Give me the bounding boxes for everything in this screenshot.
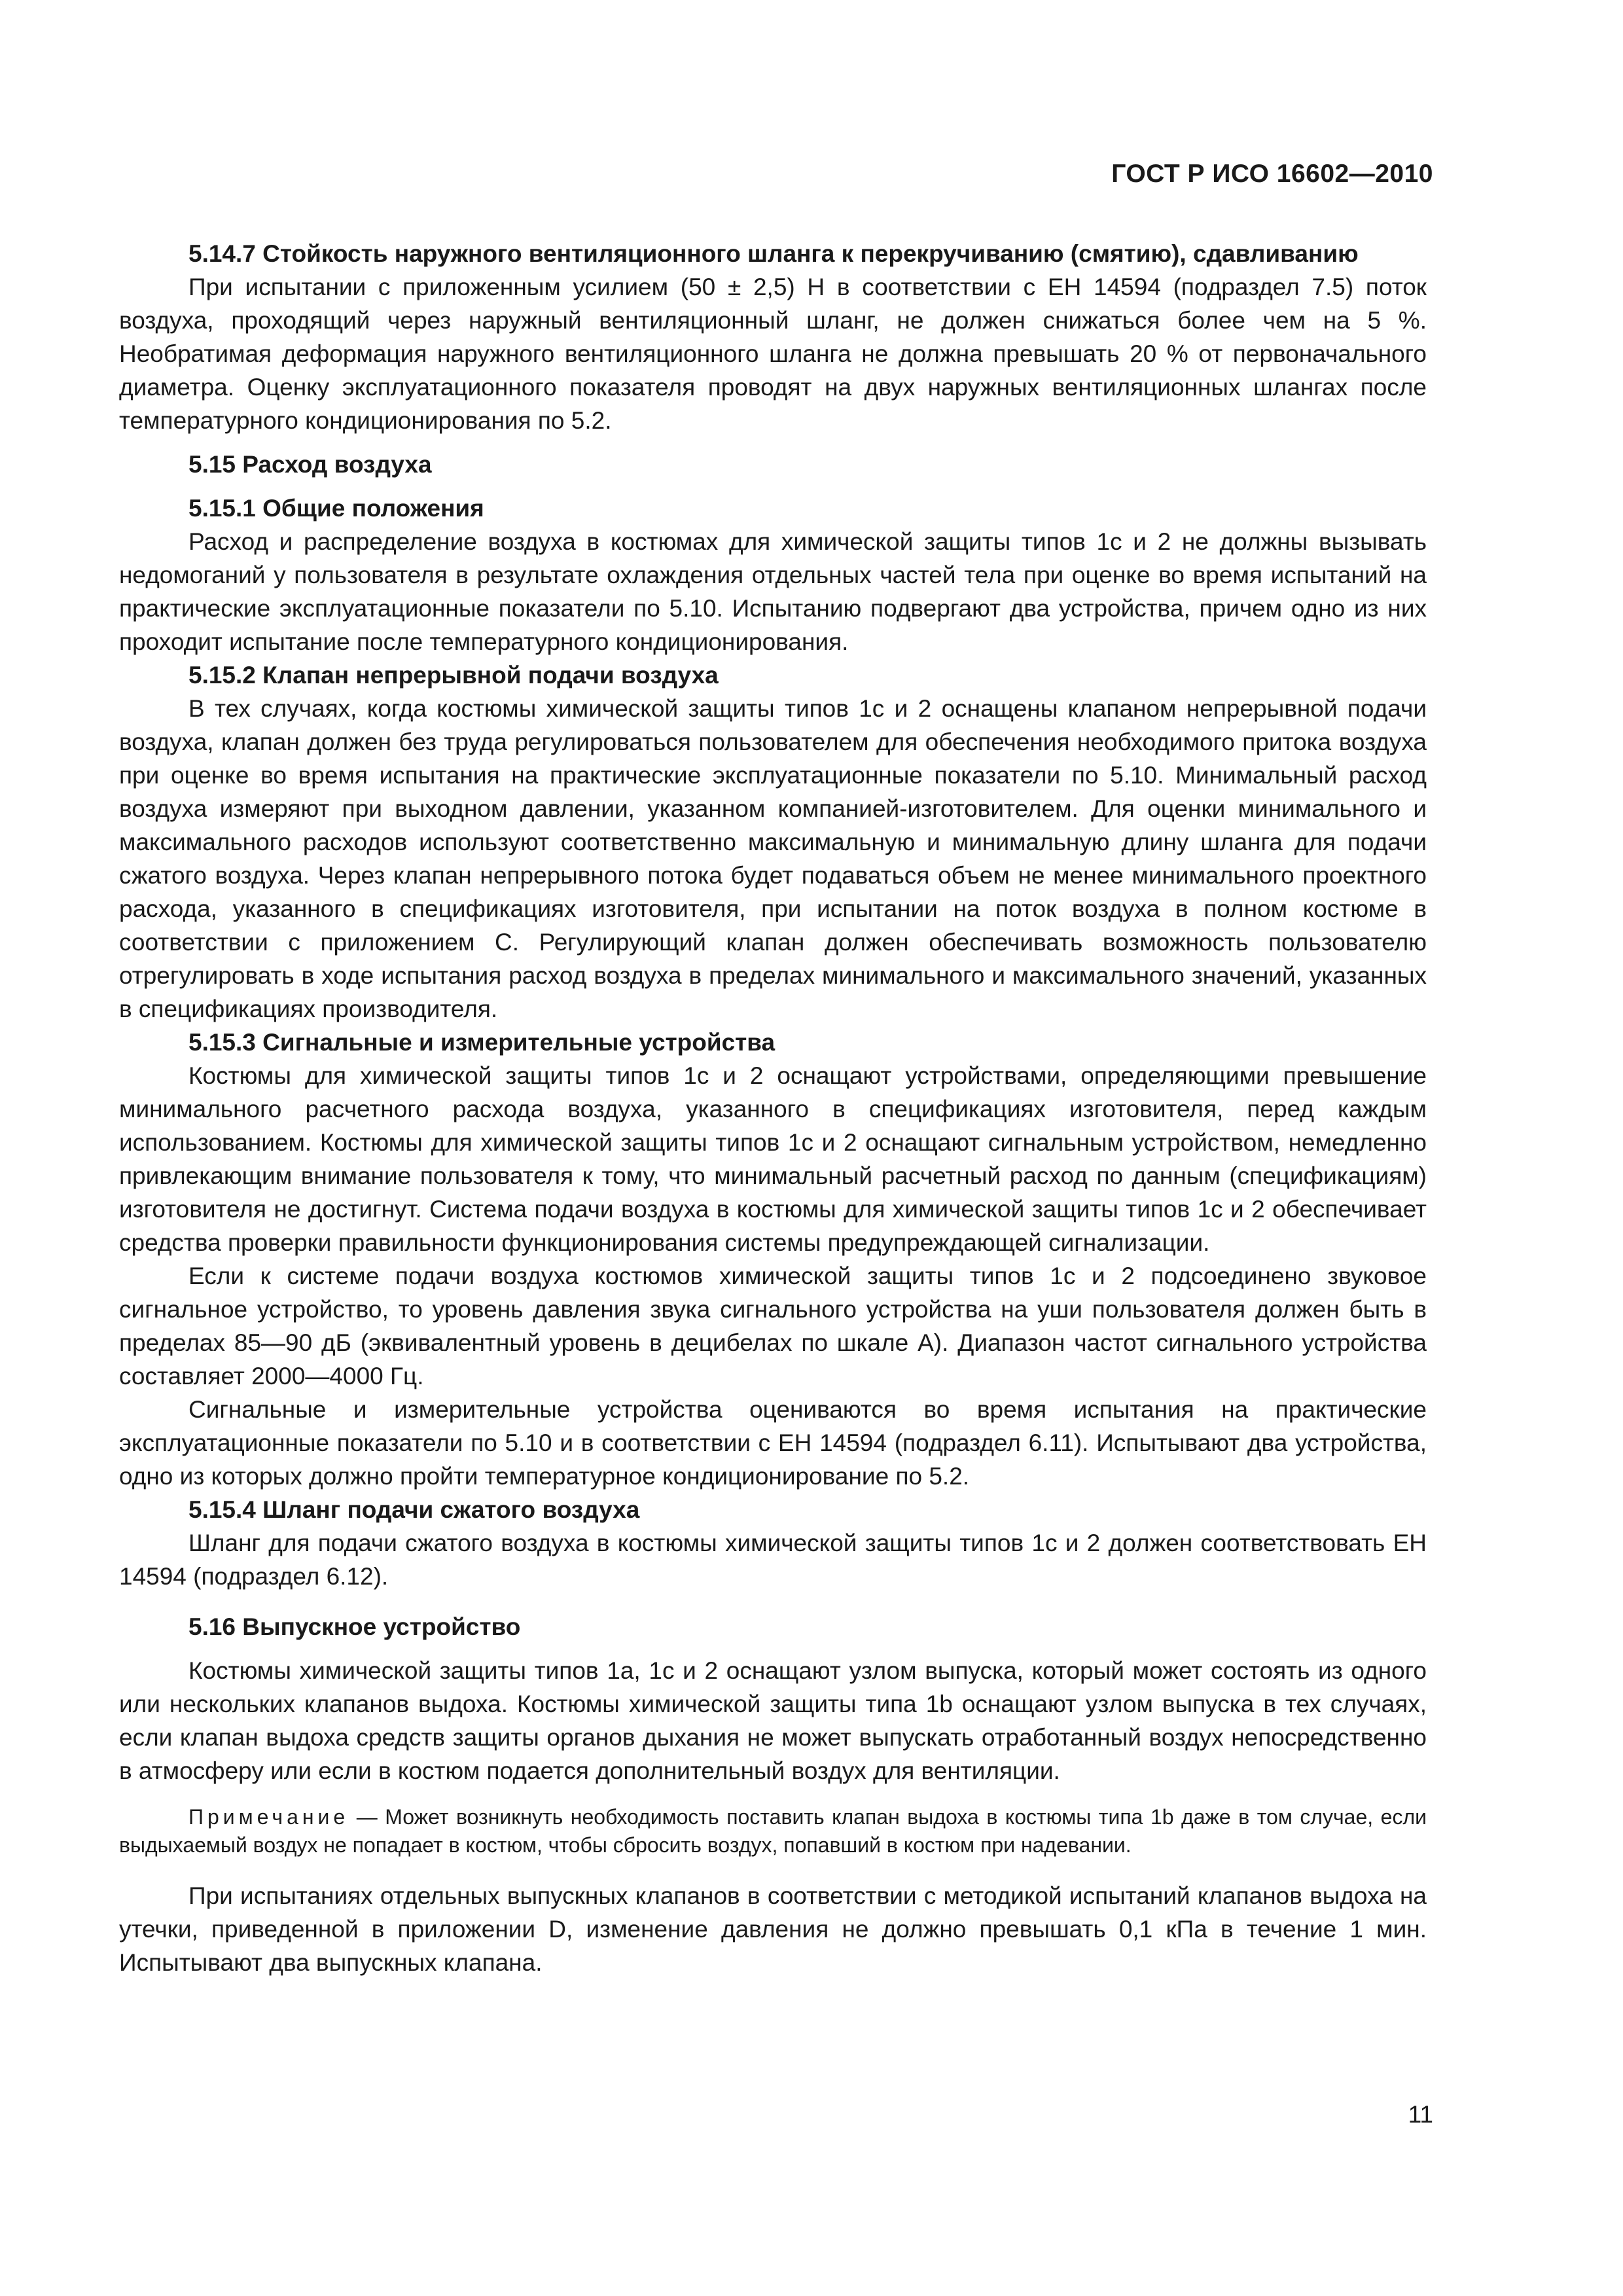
note	[119, 1803, 1427, 1859]
page-number: 11	[1408, 2101, 1433, 2128]
section-heading-5-15-1: 5.15.1 Общие положения	[188, 495, 484, 522]
note-text: — Может возникнуть необходимость поставить клапан выдоха в костюмы типа 1b даже в том случае, если выдыхаемый воздух не попадает в костюм, чтобы сбросить воздух, попавший в костюм при надевании.	[119, 1805, 1427, 1857]
paragraph: В тех случаях, когда костюмы химической защиты типов 1с и 2 оснащены клапаном непрерывной подачи воздуха, клапан должен без труда регулироваться пользователем для обеспечения необходимого притока воздуха при оценке во время испытания на практические эксплуатационные показатели по 5.10. Минимальный расход воздуха измеряют при выходном давлении, указанном компанией-изготовителем. Для оценки минимального и максимального расходов используют соответственно максимальную и минимальную длину шланга для подачи сжатого воздуха. Через клапан непрерывного потока будет подаваться объем не менее минимального проектного расхода, указанного в спецификациях изготовителя, при испытании на поток воздуха в полном костюме в соответствии с приложением С. Регулирующий клапан должен обеспечивать возможность пользователю отрегулировать в ходе испытания расход воздуха в пределах минимального и максимального значений, указанных в спецификациях производителя.	[119, 695, 1427, 1022]
paragraph: Костюмы химической защиты типов 1а, 1с и 2 оснащают узлом выпуска, который может состоять из одного или нескольких клапанов выдоха. Костюмы химической защиты типа 1b оснащают узлом выпуска в тех случаях, если клапан выдоха средств защиты органов дыхания не может выпускать отработанный воздух непосредственно в атмосферу или если в костюм подается дополнительный воздух для вентиляции.	[119, 1657, 1427, 1784]
paragraph: При испытании с приложенным усилием (50 ± 2,5) Н в соответствии с ЕН 14594 (подраздел 7.5) поток воздуха, проходящий через наружный вентиляционный шланг, не должен снижаться более чем на 5 %. Необратимая деформация наружного вентиляционного шланга не должна превышать 20 % от первоначального диаметра. Оценку эксплуатационного показателя проводят на двух наружных вентиляционных шлангах после температурного кондиционирования по 5.2.	[119, 274, 1427, 434]
paragraph: Сигнальные и измерительные устройства оцениваются во время испытания на практические эксплуатационные показатели по 5.10 и в соответствии с ЕН 14594 (подраздел 6.11). Испытывают два устройства, одно из которых должно пройти температурное кондиционирование по 5.2.	[119, 1396, 1427, 1490]
paragraph: Костюмы для химической защиты типов 1с и 2 оснащают устройствами, определяющими превышение минимального расчетного расхода воздуха, указанного в спецификациях изготовителя, перед каждым использованием. Костюмы для химической защиты типов 1с и 2 оснащают сигнальным устройством, немедленно привлекающим внимание пользователя к тому, что минимальный расчетный расход по данным (спецификациям) изготовителя не достигнут. Система подачи воздуха в костюмы для химической защиты типов 1с и 2 обеспечивает средства проверки правильности функционирования системы предупреждающей сигнализации.	[119, 1062, 1427, 1256]
paragraph: Расход и распределение воздуха в костюмах для химической защиты типов 1с и 2 не должны вызывать недомоганий у пользователя в результате охлаждения отдельных частей тела при оценке во время испытаний на практические эксплуатационные показатели по 5.10. Испытанию подвергают два устройства, причем одно из них проходит испытание после температурного кондиционирования.	[119, 528, 1427, 655]
section-heading-5-15-2: 5.15.2 Клапан непрерывной подачи воздуха	[188, 662, 719, 689]
paragraph: При испытаниях отдельных выпускных клапанов в соответствии с методикой испытаний клапанов выдоха на утечки, приведенной в приложении D, изменение давления не должно превышать 0,1 кПа в течение 1 мин. Испытывают два выпускных клапана.	[119, 1882, 1427, 1976]
document-code: ГОСТ Р ИСО 16602—2010	[1111, 160, 1433, 188]
section-heading-5-14-7: 5.14.7 Стойкость наружного вентиляционного шланга к перекручиванию (смятию), сдавливанию	[188, 240, 1359, 267]
section-heading-5-15-4: 5.15.4 Шланг подачи сжатого воздуха	[188, 1496, 640, 1523]
document-body	[119, 237, 1427, 1979]
note-label: Примечание	[188, 1805, 349, 1829]
paragraph: Шланг для подачи сжатого воздуха в костюмы химической защиты типов 1с и 2 должен соответствовать ЕН 14594 (подраздел 6.12).	[119, 1530, 1427, 1590]
section-heading-5-15-3: 5.15.3 Сигнальные и измерительные устройства	[188, 1029, 776, 1056]
paragraph: Если к системе подачи воздуха костюмов химической защиты типов 1с и 2 подсоединено звуковое сигнальное устройство, то уровень давления звука сигнального устройства на уши пользователя должен быть в пределах 85—90 дБ (эквивалентный уровень в децибелах по шкале А). Диапазон частот сигнального устройства составляет 2000—4000 Гц.	[119, 1263, 1427, 1390]
section-heading-5-15: 5.15 Расход воздуха	[188, 451, 432, 478]
section-heading-5-16: 5.16 Выпускное устройство	[188, 1613, 521, 1640]
